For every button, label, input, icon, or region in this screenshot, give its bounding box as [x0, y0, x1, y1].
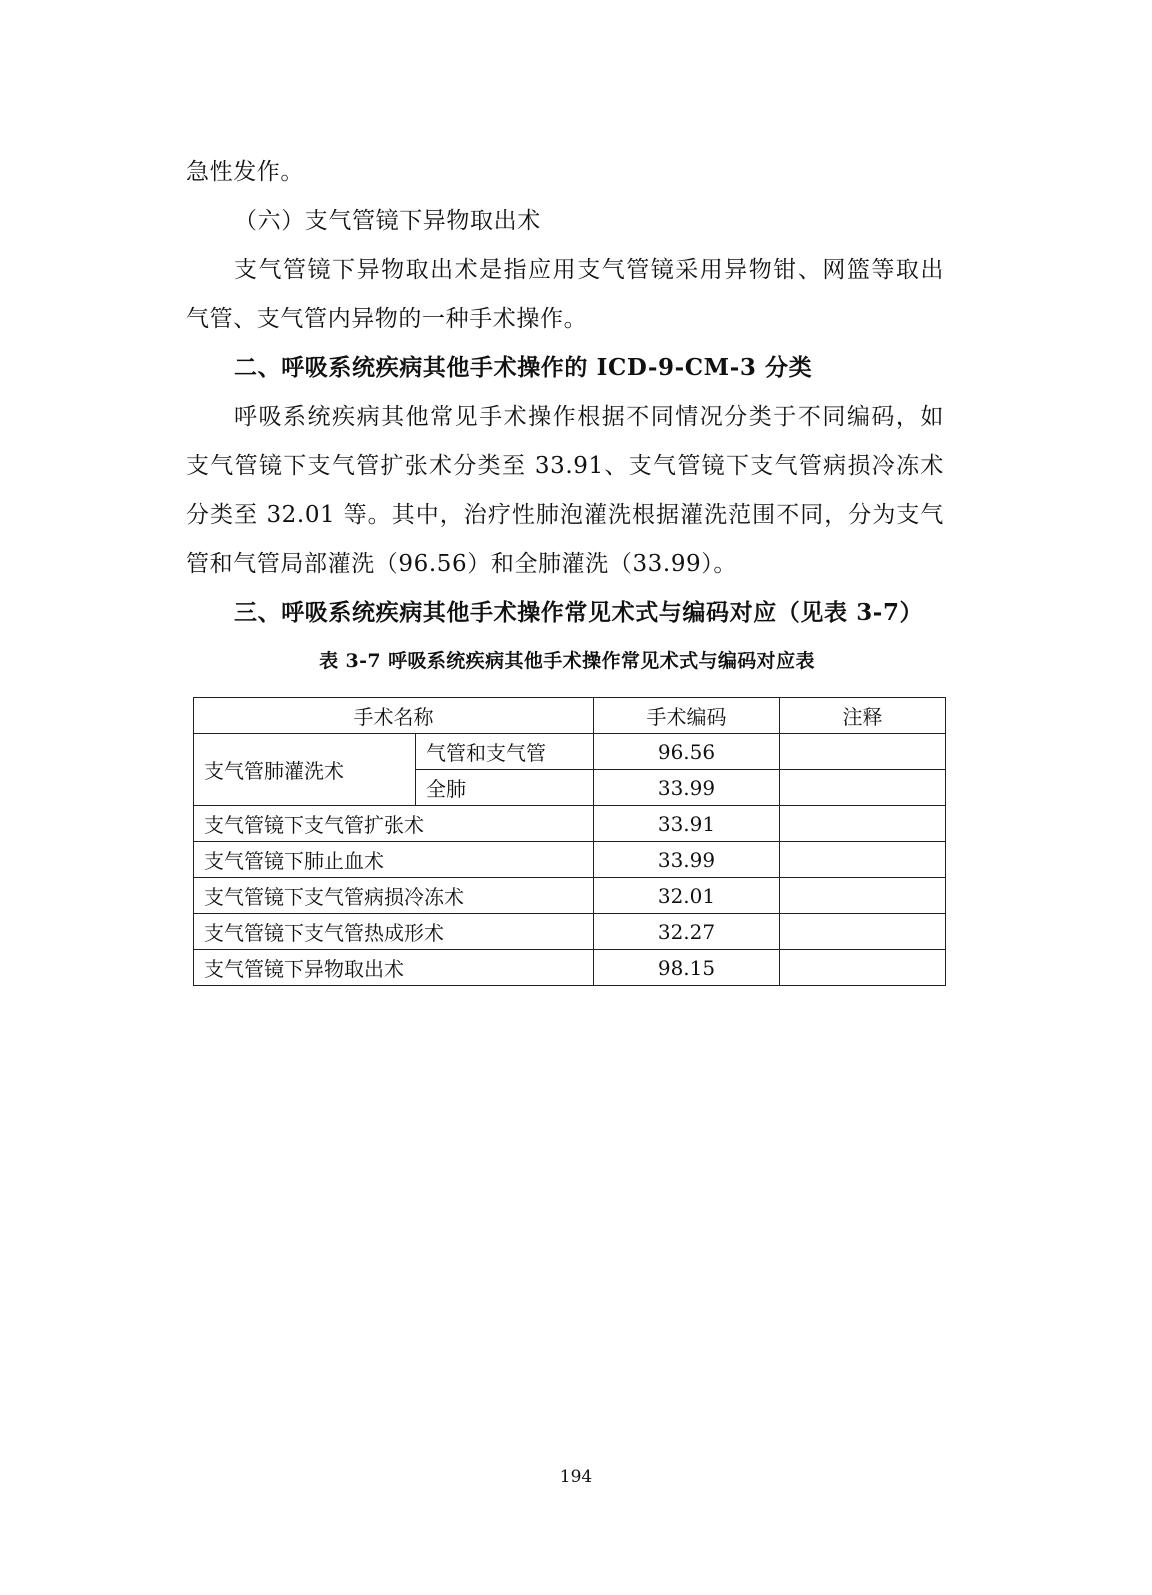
header-surgery-code: 手术编码 [594, 698, 780, 734]
note-cell [780, 842, 946, 878]
surgery-code: 33.99 [594, 842, 780, 878]
surgery-name: 支气管镜下支气管扩张术 [194, 806, 594, 842]
surgery-name: 支气管镜下异物取出术 [194, 950, 594, 986]
surgery-name: 支气管镜下支气管病损冷冻术 [194, 878, 594, 914]
table-header-row [194, 698, 946, 734]
note-cell [780, 914, 946, 950]
sub-surgery-name: 全肺 [416, 770, 594, 806]
group-surgery-name: 支气管肺灌洗术 [194, 734, 416, 806]
paragraph-line: 支气管镜下支气管扩张术分类至 33.91、支气管镜下支气管病损冷冻术 [186, 453, 944, 479]
surgery-code: 96.56 [594, 734, 780, 770]
subsection-heading: （六）支气管镜下异物取出术 [234, 208, 541, 234]
sub-surgery-name: 气管和支气管 [416, 734, 594, 770]
table-caption: 表 3-7 呼吸系统疾病其他手术操作常见术式与编码对应表 [319, 650, 815, 672]
surgery-code: 33.91 [594, 806, 780, 842]
section-heading: 三、呼吸系统疾病其他手术操作常见术式与编码对应（见表 3-7） [234, 599, 924, 626]
surgery-name: 支气管镜下支气管热成形术 [194, 914, 594, 950]
section-heading: 二、呼吸系统疾病其他手术操作的 ICD-9-CM-3 分类 [234, 354, 813, 381]
note-cell [780, 950, 946, 986]
table-row [194, 878, 946, 914]
note-cell [780, 734, 946, 770]
paragraph-line: 气管、支气管内异物的一种手术操作。 [186, 306, 588, 332]
note-cell [780, 806, 946, 842]
paragraph-line: 呼吸系统疾病其他常见手术操作根据不同情况分类于不同编码，如 [234, 404, 944, 430]
surgery-code: 98.15 [594, 950, 780, 986]
paragraph-line: 支气管镜下异物取出术是指应用支气管镜采用异物钳、网篮等取出 [234, 257, 944, 283]
surgery-code: 33.99 [594, 770, 780, 806]
paragraph-line: 分类至 32.01 等。其中，治疗性肺泡灌洗根据灌洗范围不同，分为支气 [186, 502, 944, 528]
header-note: 注释 [780, 698, 946, 734]
header-surgery-name: 手术名称 [194, 698, 594, 734]
surgery-name: 支气管镜下肺止血术 [194, 842, 594, 878]
table-row [194, 734, 946, 770]
page-number: 194 [559, 1467, 593, 1487]
table-row [194, 842, 946, 878]
note-cell [780, 878, 946, 914]
paragraph-line: 急性发作。 [186, 159, 304, 185]
surgery-code-table [193, 697, 946, 986]
note-cell [780, 770, 946, 806]
table-row [194, 914, 946, 950]
paragraph-line: 管和气管局部灌洗（96.56）和全肺灌洗（33.99）。 [186, 551, 737, 577]
table-row [194, 806, 946, 842]
surgery-code: 32.01 [594, 878, 780, 914]
surgery-code: 32.27 [594, 914, 780, 950]
table-row [194, 950, 946, 986]
